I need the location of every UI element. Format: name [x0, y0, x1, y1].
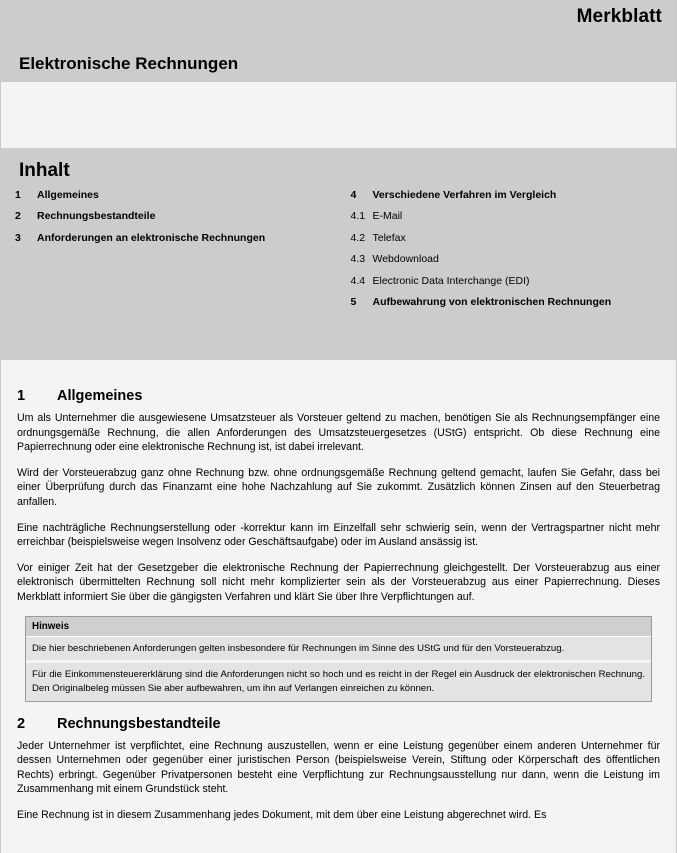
paragraph: Vor einiger Zeit hat der Gesetzgeber die elektronische Rechnung der Papierrechnung gleichgestellt. Der Vorsteuerabzug aus einer elektronisch übermittelten Rechnung soll nicht mehr komplizierter sein als der Vorsteuerabzug aus einer Papierrechnung. Dieses Merkblatt informiert Sie über die gängigsten Verfahren und klärt Sie über Ihre Verpflichtungen auf.	[17, 561, 660, 604]
toc-item-number: 4	[350, 189, 357, 201]
notice-paragraph: Die hier beschriebenen Anforderungen gelten insbesondere für Rechnungen im Sinne des UStG und für den Vorsteuerabzug.	[26, 637, 651, 661]
toc-item-4-1[interactable]	[351, 210, 663, 223]
toc-item-label: Webdownload	[372, 253, 439, 266]
toc-item-4-2[interactable]	[351, 232, 663, 245]
toc-item-label: Rechnungsbestandteile	[37, 210, 156, 223]
notice-paragraph: Für die Einkommensteuererklärung sind die Anforderungen nicht so hoch und es reicht in der Regel ein Ausdruck der elektronischen Rechnung. Den Originalbeleg müssen Sie aber aufbewahren, um ihn auf Verlangen einreichen zu können.	[26, 660, 651, 700]
notice-box-body	[26, 637, 651, 701]
toc-item-number: 2	[15, 210, 21, 223]
toc-item-3[interactable]	[15, 232, 339, 245]
toc-item-label: Electronic Data Interchange (EDI)	[372, 274, 530, 287]
section-heading-1	[17, 388, 660, 404]
section-title: Rechnungsbestandteile	[57, 715, 221, 732]
toc-item-number: 4.1	[350, 210, 366, 223]
document-header	[1, 0, 676, 82]
document-kind-label: Merkblatt	[576, 6, 662, 27]
paragraph-truncated: Eine Rechnung ist in diesem Zusammenhang jedes Dokument, mit dem über eine Leistung abgerechnet wird. Es	[17, 808, 547, 821]
section-number: 1	[17, 388, 26, 404]
toc-item-label: E-Mail	[372, 210, 403, 223]
notice-box	[25, 616, 652, 702]
toc-item-1[interactable]	[15, 189, 339, 202]
paragraph: Um als Unternehmer die ausgewiesene Umsatzsteuer als Vorsteuer geltend zu machen, benötigen Sie als Rechnungsempfänger eine ordnungsgemäße Rechnung, die allen Anforderungen des Umsatzsteuergesetzes (UStG) entspricht. Ob diese Rechnung eine Papierrechnung oder eine elektronische Rechnung ist, ist dabei irrelevant.	[17, 412, 660, 454]
notice-box-title: Hinweis	[26, 617, 651, 637]
toc-columns	[15, 189, 662, 318]
paragraph: Wird der Vorsteuerabzug ganz ohne Rechnung bzw. ohne ordnungsgemäße Rechnung geltend gemacht, laufen Sie Gefahr, dass bei einer Überprüfung durch das Finanzamt eine hohe Nachzahlung auf Sie zukommt. Zusätzlich können Zinsen auf den Steuerbetrag anfallen.	[17, 466, 660, 509]
document-body	[1, 360, 676, 823]
toc-item-4-3[interactable]	[351, 253, 663, 266]
toc-item-number: 3	[15, 231, 21, 244]
toc-item-5[interactable]	[351, 296, 663, 309]
toc-item-2[interactable]	[15, 210, 339, 223]
toc-item-label: Allgemeines	[37, 189, 99, 201]
toc-item-number: 4.2	[350, 231, 366, 244]
header-spacer	[1, 82, 676, 148]
paragraph: Jeder Unternehmer ist verpflichtet, eine Rechnung auszustellen, wenn er eine Leistung gegenüber einem anderen Unternehmer für dessen Unternehmen oder gegenüber einer juristischen Person (beispielsweise Verein, Stiftung oder Körperschaft des öffentlichen Rechts) erbringt. Gegenüber Privatpersonen besteht eine Verpflichtung zur Rechnungsausstellung nur dann, wenn die Leistung im Zusammenhang mit einem Grundstück steht.	[17, 739, 660, 796]
page-title: Elektronische Rechnungen	[19, 54, 239, 73]
toc-column-right	[339, 189, 663, 318]
table-of-contents	[1, 148, 676, 360]
section-number: 2	[17, 715, 26, 732]
toc-heading: Inhalt	[19, 160, 70, 181]
toc-item-label: Anforderungen an elektronische Rechnungen	[37, 231, 266, 244]
toc-column-left	[15, 189, 339, 318]
toc-item-number: 5	[350, 296, 357, 309]
toc-item-label: Telefax	[372, 231, 406, 244]
toc-item-number: 4.3	[350, 253, 366, 266]
toc-item-4[interactable]	[351, 189, 663, 202]
toc-item-number: 4.4	[350, 274, 366, 287]
section-heading-2	[17, 716, 660, 732]
paragraph: Eine nachträgliche Rechnungserstellung oder -korrektur kann im Einzelfall sehr schwierig sein, wenn der Vertragspartner nicht mehr erreichbar (beispielsweise wegen Insolvenz oder Geschäftsaufgabe) oder im Ausland ansässig ist.	[17, 521, 660, 549]
toc-item-label: Aufbewahrung von elektronischen Rechnungen	[372, 296, 612, 309]
section-title: Allgemeines	[57, 388, 143, 404]
toc-item-label: Verschiedene Verfahren im Vergleich	[372, 189, 557, 201]
toc-item-number: 1	[15, 189, 21, 201]
toc-item-4-4[interactable]	[351, 275, 663, 288]
